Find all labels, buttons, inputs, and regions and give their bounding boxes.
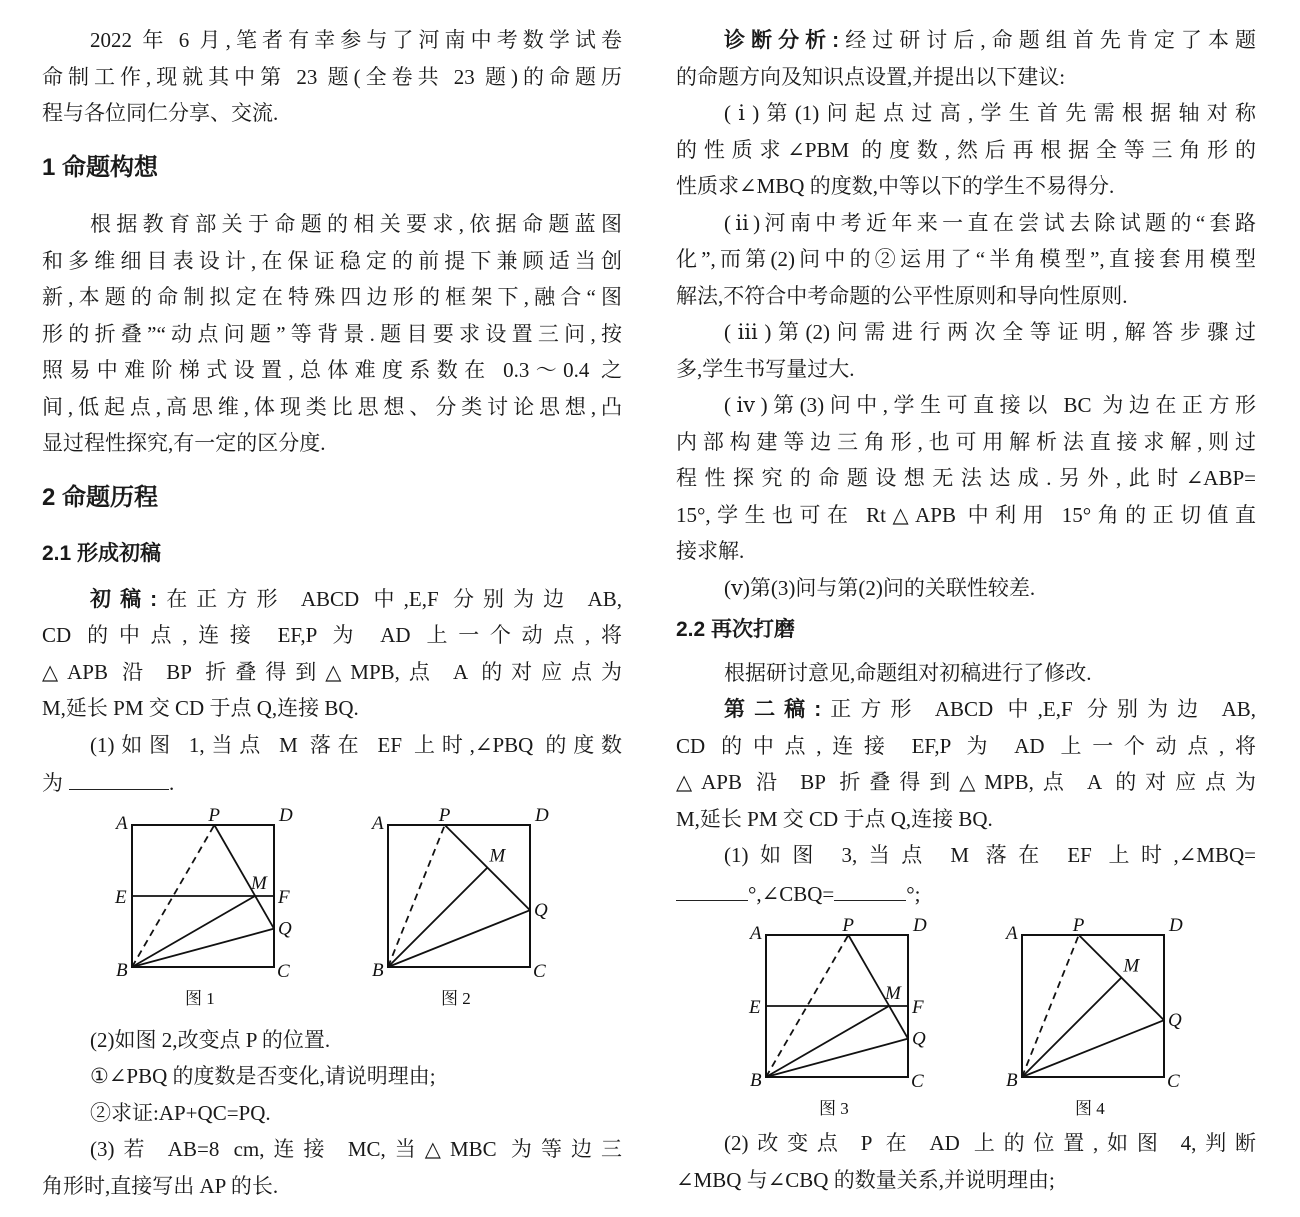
geometry-figure [370,805,549,1008]
point-label-e: E [115,886,127,908]
point-label-m: M [250,872,267,894]
text-run: 正方形 ABCD 中,E,F 分别为边 AB, [821,697,1256,721]
text-run: ②求证:AP+QC=PQ. [90,1100,271,1125]
text-line [676,351,1256,388]
text-line [676,22,1256,59]
figure-caption: 图 3 [819,1099,849,1118]
segment-bp-dashed [388,825,445,967]
text-line [42,95,622,132]
text-line [676,655,1256,692]
point-label-p: P [842,915,854,936]
text-line [676,728,1256,765]
segment-bm [388,867,487,966]
text-line [676,132,1256,169]
point-label-m: M [884,983,901,1004]
point-label-q: Q [534,899,548,921]
text-run: 命制工作,现就其中第 23 题(全卷共 23 题)的命题历 [42,64,622,89]
paragraph [676,691,1256,837]
paragraph [42,1022,622,1059]
text-line [676,241,1256,278]
text-line [676,424,1256,461]
text-line [676,764,1256,801]
text-run: 间,低起点,高思维,体现类比思想、分类讨论思想,凸 [42,394,622,419]
text-run: . [169,771,175,795]
segment-bm [1022,978,1121,1077]
paragraph [42,1131,622,1204]
figure-row [42,800,622,1022]
point-label-f: F [912,997,924,1018]
text-line [676,59,1256,96]
point-label-a: A [372,812,384,834]
segment-bm [766,1006,889,1077]
text-line [42,1168,622,1205]
text-run: (2)如图 2,改变点 P 的位置. [90,1027,331,1052]
text-run: ①∠PBQ 的度数是否变化,请说明理由; [90,1064,436,1088]
text-run: 内部构建等边三角形,也可用解析法直接求解,则过 [676,429,1256,454]
text-run: 化”,而第(2)问中的②运用了“半角模型”,直接套用模型 [676,247,1256,271]
point-label-p: P [1072,915,1085,936]
text-line [42,206,622,243]
answer-blank [834,874,906,901]
segment-bp-dashed [1022,935,1079,1077]
text-run: 经过研讨后,命题组首先肯定了本题 [839,28,1256,52]
text-run: 解法,不符合中考命题的公平性原则和导向性原则. [676,283,1128,308]
paragraph [676,387,1256,570]
text-run: (ⅲ)第(2)问需进行两次全等证明,解答步骤过 [724,320,1256,344]
text-run: 程与各位同仁分享、交流. [42,101,279,125]
point-label-m: M [489,845,506,867]
answer-blank [69,763,169,790]
text-run: 根据教育部关于命题的相关要求,依据命题蓝图 [90,212,622,236]
text-run: (1)如图 3,当点 M 落在 EF 上时,∠MBQ= [724,843,1256,867]
text-line [676,570,1256,607]
point-label-a: A [116,812,128,834]
text-run: 根据研讨意见,命题组对初稿进行了修改. [724,660,1092,685]
bold-lead: 诊断分析: [724,29,840,52]
paragraph [42,727,622,800]
text-line [676,801,1256,838]
text-run: M,延长 PM 交 CD 于点 Q,连接 BQ. [42,696,359,720]
text-line [676,314,1256,351]
segment-bq [766,1039,908,1077]
text-run: M,延长 PM 交 CD 于点 Q,连接 BQ. [676,806,993,831]
point-label-a: A [750,923,762,944]
text-run: (ⅴ)第(3)问与第(2)问的关联性较差. [724,575,1036,600]
text-run: 新,本题的命制拟定在特殊四边形的框架下,融合“图 [42,285,622,309]
text-run: 的性质求∠PBM 的度数,然后再根据全等三角形的 [676,137,1256,162]
text-line [42,1022,622,1059]
text-line [42,352,622,389]
text-line [42,22,622,59]
text-run: (2)改变点 P 在 AD 上的位置,如图 4,判断 [724,1131,1256,1155]
text-line [676,874,1256,911]
text-run: 形的折叠”“动点问题”等背景.题目要求设置三问,按 [42,321,622,346]
figure-row [676,910,1256,1125]
bold-lead: 第二稿: [724,698,822,721]
point-label-b: B [1006,1070,1018,1091]
segment-bq [132,928,274,966]
text-line [676,460,1256,497]
figures-svg [42,800,622,1022]
geometry-figure [114,805,293,1008]
text-run: △APB 沿 BP 折叠得到△MPB,点 A 的对应点为 [676,770,1256,794]
text-line [42,690,622,727]
paragraph [676,837,1256,910]
section-heading: 2 命题历程 [42,483,159,511]
text-line [42,727,622,764]
point-label-b: B [372,959,384,981]
text-line [42,243,622,280]
paragraph [42,581,622,727]
figures-svg [676,910,1256,1132]
text-line [676,691,1256,728]
paragraph [676,205,1256,315]
section-heading: 2.1 形成初稿 [42,542,162,565]
text-run: 多,学生书写量过大. [676,356,855,381]
point-label-f: F [278,886,290,908]
paragraph [42,1058,622,1095]
text-line [676,1162,1256,1199]
text-line [676,95,1256,132]
text-run: 角形时,直接写出 AP 的长. [42,1173,279,1198]
text-run: (ⅳ)第(3)问中,学生可直接以 BC 为边在正方形 [724,393,1256,417]
text-run: CD 的中点,连接 EF,P 为 AD 上一个动点,将 [42,623,622,647]
figure-caption: 图 2 [441,988,471,1008]
text-run: °,∠CBQ= [748,881,835,906]
text-run: 的命题方向及知识点设置,并提出以下建议: [676,64,1066,89]
point-label-d: D [1169,915,1183,936]
text-line [42,581,622,618]
text-run: ∠MBQ 与∠CBQ 的数量关系,并说明理由; [676,1167,1055,1192]
text-run: 2022 年 6 月,笔者有幸参与了河南中考数学试卷 [90,28,622,52]
text-line [42,389,622,426]
left-column [42,22,622,1204]
text-run: 程性探究的命题设想无法达成.另外,此时∠ABP= [676,466,1256,490]
point-label-q: Q [912,1028,926,1050]
paragraph [42,22,622,132]
text-line [676,497,1256,534]
point-label-c: C [1167,1071,1180,1092]
text-run: CD 的中点,连接 EF,P 为 AD 上一个动点,将 [676,733,1256,758]
section-heading: 1 命题构想 [42,153,159,181]
text-run: 在正方形 ABCD 中,E,F 分别为边 AB, [157,586,622,611]
right-column [676,22,1256,1198]
text-run: (3)若 AB=8 cm,连接 MC,当△MBC 为等边三 [90,1137,622,1161]
paragraph [676,570,1256,607]
figure-caption: 图 1 [185,988,215,1008]
paragraph [42,1095,622,1132]
text-line [676,533,1256,570]
text-line [676,278,1256,315]
text-run: 显过程性探究,有一定的区分度. [42,431,326,455]
point-label-p: P [438,804,451,826]
text-line [42,1131,622,1168]
point-label-q: Q [278,918,292,940]
point-label-c: C [533,960,546,982]
text-line [42,316,622,353]
text-line [676,837,1256,874]
section-heading: 2.2 再次打磨 [676,618,796,641]
point-label-e: E [749,997,761,1018]
text-line [676,387,1256,424]
text-line [42,654,622,691]
paragraph [676,314,1256,387]
geometry-figure [748,915,927,1118]
text-line [42,279,622,316]
paragraph [42,206,622,462]
point-label-d: D [279,804,293,826]
text-run: °; [906,881,921,906]
text-run: 和多维细目表设计,在保证稳定的前提下兼顾适当创 [42,248,622,273]
text-line [42,1058,622,1095]
point-label-d: D [535,804,549,826]
text-line [42,617,622,654]
point-label-c: C [277,960,290,982]
geometry-figure [1004,915,1183,1118]
text-line [42,1095,622,1132]
text-run: (ⅱ)河南中考近年来一直在尝试去除试题的“套路 [724,210,1256,235]
point-label-b: B [116,959,128,981]
point-label-q: Q [1168,1010,1182,1032]
text-run: △APB 沿 BP 折叠得到△MPB,点 A 的对应点为 [42,659,622,684]
text-line [42,59,622,96]
paragraph [676,95,1256,205]
point-label-c: C [911,1071,924,1092]
text-run: 照易中难阶梯式设置,总体难度系数在 0.3～0.4 之 [42,358,622,382]
point-label-d: D [913,915,927,936]
text-line [42,763,622,800]
point-label-p: P [208,804,220,826]
segment-bm [132,896,255,967]
paragraph [676,22,1256,95]
bold-lead: 初稿: [90,587,158,611]
paragraph [676,655,1256,692]
point-label-b: B [750,1070,762,1091]
text-run: 15°,学生也可在 Rt△APB 中利用 15°角的正切值直 [676,502,1256,527]
text-run: 接求解. [676,539,745,563]
segment-bq [388,910,530,967]
point-label-m: M [1123,955,1140,977]
text-line [676,205,1256,242]
answer-blank [676,874,748,901]
text-run: 性质求∠MBQ 的度数,中等以下的学生不易得分. [676,174,1115,198]
figure-caption: 图 4 [1075,1099,1105,1118]
point-label-a: A [1006,923,1018,944]
text-run: 为 [42,771,63,795]
text-run: (1)如图 1,当点 M 落在 EF 上时,∠PBQ 的度数 [90,732,622,757]
text-line [676,168,1256,205]
segment-bq [1022,1020,1164,1077]
text-line [42,425,622,462]
text-run: (ⅰ)第(1)问起点过高,学生首先需根据轴对称 [724,101,1256,125]
paragraph [676,1125,1256,1198]
